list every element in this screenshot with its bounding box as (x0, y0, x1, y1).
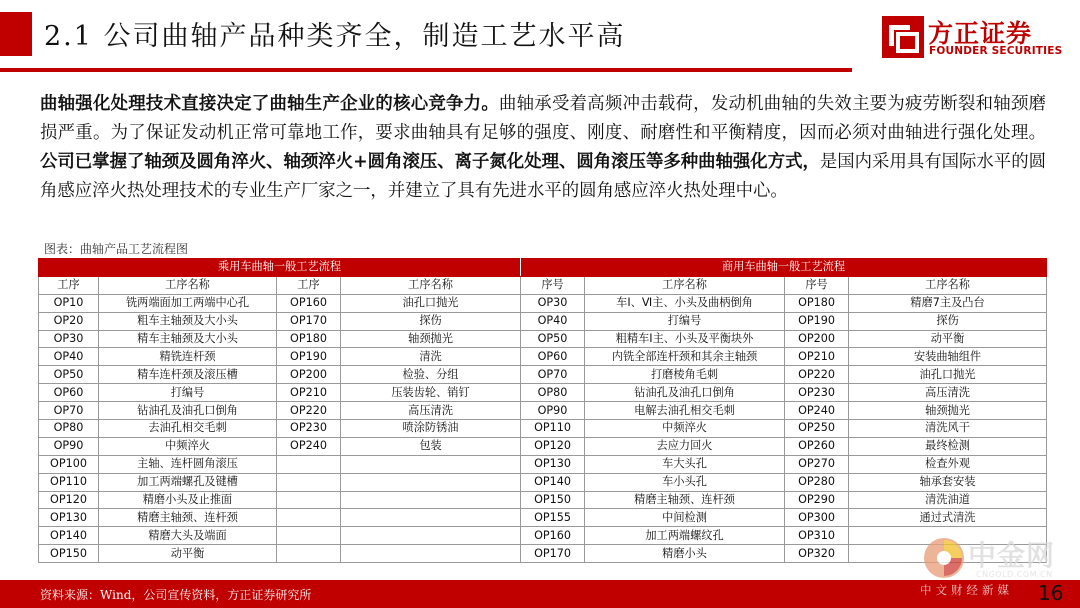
table-cell: 打磨棱角毛刺 (585, 366, 785, 384)
table-cell: 去油孔相交毛刺 (99, 420, 277, 438)
column-header: 工序名称 (99, 276, 277, 294)
table-cell: 主轴、连杆圆角滚压 (99, 455, 277, 473)
table-cell: OP180 (785, 294, 849, 312)
table-cell: 钻油孔及油孔口倒角 (99, 402, 277, 420)
fangzheng-logo-icon (882, 16, 924, 58)
table-cell: OP250 (785, 420, 849, 438)
table-cell: 检验、分组 (341, 366, 521, 384)
table-cell: OP180 (277, 330, 341, 348)
table-cell: OP90 (521, 402, 585, 420)
table-cell (277, 527, 341, 545)
table-cell: 喷涂防锈油 (341, 420, 521, 438)
table-cell: 精磨大头及端面 (99, 527, 277, 545)
table-cell (341, 455, 521, 473)
table-cell: OP50 (39, 366, 99, 384)
table-row (39, 491, 1047, 509)
table-cell: 精铣连杆颈 (99, 348, 277, 366)
table-header-row (39, 276, 1047, 294)
table-cell: OP80 (39, 420, 99, 438)
table-cell: OP155 (521, 509, 585, 527)
table-cell (277, 491, 341, 509)
table-row (39, 527, 1047, 545)
table-cell: 动平衡 (849, 330, 1047, 348)
table-cell: OP160 (277, 294, 341, 312)
group-commercial: 商用车曲轴一般工艺流程 (521, 259, 1047, 277)
table-cell: 电解去油孔相交毛刺 (585, 402, 785, 420)
table-cell: 探伤 (341, 312, 521, 330)
table-cell: OP240 (277, 437, 341, 455)
table-cell: 精磨7主及凸台 (849, 294, 1047, 312)
table-cell: 车小头孔 (585, 473, 785, 491)
column-header: 序号 (521, 276, 585, 294)
watermark-subtitle: 中文财经新媒 (920, 583, 1013, 597)
page-number: 16 (1038, 581, 1064, 605)
table-cell: 轴颈抛光 (341, 330, 521, 348)
table-row (39, 384, 1047, 402)
table-cell: 清洗风干 (849, 420, 1047, 438)
table-cell: 内铣全部连杆颈和其余主轴颈 (585, 348, 785, 366)
table-cell: OP170 (277, 312, 341, 330)
table-cell: 车Ⅰ、Ⅵ主、小头及曲柄倒角 (585, 294, 785, 312)
table-row (39, 366, 1047, 384)
page-title: 2.1 公司曲轴产品种类齐全，制造工艺水平高 (44, 21, 626, 52)
table-cell: OP310 (785, 527, 849, 545)
table-cell: OP40 (521, 312, 585, 330)
column-header: 工序名称 (849, 276, 1047, 294)
table-cell: OP110 (39, 473, 99, 491)
intro-lead: 曲轴强化处理技术直接决定了曲轴生产企业的核心竞争力。 (40, 94, 499, 114)
table-cell: OP130 (521, 455, 585, 473)
table-cell (341, 545, 521, 563)
table-row (39, 437, 1047, 455)
table-cell: OP260 (785, 437, 849, 455)
intro-paragraph (40, 90, 1046, 206)
table-group-row (39, 259, 1047, 277)
table-cell: OP190 (277, 348, 341, 366)
table-cell: 精磨主轴颈、连杆颈 (585, 491, 785, 509)
table-cell: 中频淬火 (99, 437, 277, 455)
table-cell: OP130 (39, 509, 99, 527)
table-cell: OP320 (785, 545, 849, 563)
table-cell: OP220 (785, 366, 849, 384)
table-cell (341, 527, 521, 545)
table-cell: 加工两端螺孔及键槽 (99, 473, 277, 491)
table-row (39, 455, 1047, 473)
table-cell: 车大头孔 (585, 455, 785, 473)
intro-emphasis: 公司已掌握了轴颈及圆角淬火、轴颈淬火+圆角滚压、离子氮化处理、圆角滚压等多种曲轴强化方式， (40, 152, 820, 172)
table-cell: 精磨小头 (585, 545, 785, 563)
table-cell: 清洗油道 (849, 491, 1047, 509)
table-cell: OP240 (785, 402, 849, 420)
table-cell: OP300 (785, 509, 849, 527)
group-passenger: 乘用车曲轴一般工艺流程 (39, 259, 521, 277)
table-cell: 打编号 (585, 312, 785, 330)
table-cell: OP160 (521, 527, 585, 545)
table-cell: OP60 (39, 384, 99, 402)
table-cell: OP100 (39, 455, 99, 473)
table-cell: 精车连杆颈及滚压槽 (99, 366, 277, 384)
table-cell: 清洗 (341, 348, 521, 366)
table-row (39, 545, 1047, 563)
table-cell: 安装曲轴组件 (849, 348, 1047, 366)
table-cell: OP10 (39, 294, 99, 312)
table-cell (341, 509, 521, 527)
table-cell: OP210 (277, 384, 341, 402)
table-cell: 最终检测 (849, 437, 1047, 455)
watermark-name: 中金网 (968, 539, 1056, 572)
table-cell: 精磨主轴颈、连杆颈 (99, 509, 277, 527)
column-header: 工序名称 (585, 276, 785, 294)
table-cell: 高压清洗 (341, 402, 521, 420)
table-cell: OP50 (521, 330, 585, 348)
table-cell: OP140 (39, 527, 99, 545)
table-cell: OP20 (39, 312, 99, 330)
table-cell: 压装齿轮、销钉 (341, 384, 521, 402)
table-cell: OP80 (521, 384, 585, 402)
table-cell: 油孔口抛光 (849, 366, 1047, 384)
table-row (39, 312, 1047, 330)
table-cell: OP230 (785, 384, 849, 402)
table-cell: OP220 (277, 402, 341, 420)
table-cell: 精车主轴颈及大小头 (99, 330, 277, 348)
brand-logo (882, 14, 1062, 60)
table-cell: OP120 (39, 491, 99, 509)
table-cell: OP70 (521, 366, 585, 384)
table-cell: OP200 (277, 366, 341, 384)
table-cell: OP150 (521, 491, 585, 509)
column-header: 序号 (785, 276, 849, 294)
table-cell: 加工两端螺纹孔 (585, 527, 785, 545)
table-cell: 高压清洗 (849, 384, 1047, 402)
title-accent-bar (0, 12, 32, 56)
table-cell: 中间检测 (585, 509, 785, 527)
table-cell: 粗精车Ⅰ主、小头及平衡块外 (585, 330, 785, 348)
table-row (39, 294, 1047, 312)
table-row (39, 473, 1047, 491)
table-cell: 打编号 (99, 384, 277, 402)
column-header: 工序 (277, 276, 341, 294)
table-row (39, 348, 1047, 366)
table-cell: OP40 (39, 348, 99, 366)
table-cell: OP140 (521, 473, 585, 491)
table-cell (341, 473, 521, 491)
table-cell: 精磨小头及止推面 (99, 491, 277, 509)
table-row (39, 402, 1047, 420)
table-cell: OP280 (785, 473, 849, 491)
table-cell: 轴承套安装 (849, 473, 1047, 491)
table-row (39, 509, 1047, 527)
table-cell: 油孔口抛光 (341, 294, 521, 312)
table-cell: 钻油孔及油孔口倒角 (585, 384, 785, 402)
column-header: 工序 (39, 276, 99, 294)
table-cell: OP30 (39, 330, 99, 348)
table-row (39, 420, 1047, 438)
table-cell: 通过式清洗 (849, 509, 1047, 527)
table-cell: 粗车主轴颈及大小头 (99, 312, 277, 330)
table-cell: OP150 (39, 545, 99, 563)
table-cell (277, 509, 341, 527)
table-cell: OP170 (521, 545, 585, 563)
table-cell: OP230 (277, 420, 341, 438)
table-cell: OP120 (521, 437, 585, 455)
table-cell: OP190 (785, 312, 849, 330)
table-cell: OP70 (39, 402, 99, 420)
table-cell: 检查外观 (849, 455, 1047, 473)
table-cell: 包装 (341, 437, 521, 455)
table-cell (277, 545, 341, 563)
table-cell: OP270 (785, 455, 849, 473)
table-cell (277, 455, 341, 473)
table-cell: 轴颈抛光 (849, 402, 1047, 420)
source-note: 资料来源：Wind，公司宣传资料，方正证券研究所 (40, 588, 312, 602)
table-cell: 去应力回火 (585, 437, 785, 455)
table-cell: OP290 (785, 491, 849, 509)
column-header: 工序名称 (341, 276, 521, 294)
table-cell (277, 473, 341, 491)
table-cell (341, 491, 521, 509)
table-cell: OP60 (521, 348, 585, 366)
table-cell: OP110 (521, 420, 585, 438)
table-cell: 动平衡 (99, 545, 277, 563)
logo-chinese-name: 方正证券 (928, 19, 1033, 48)
intro-tail: 是国内采用具有国际水平的圆角感应淬火热处理技术的专业生产厂家之一，并建立了具有先进水平的圆角感应淬火热处理中心。 (40, 152, 1046, 201)
table-cell: 中频淬火 (585, 420, 785, 438)
table-cell: OP90 (39, 437, 99, 455)
table-cell: 探伤 (849, 312, 1047, 330)
figure-caption: 图表：曲轴产品工艺流程图 (44, 242, 189, 256)
table-row (39, 330, 1047, 348)
table-cell: OP200 (785, 330, 849, 348)
cngold-logo-icon (922, 536, 966, 580)
logo-english-name: FOUNDER SECURITIES (929, 45, 1063, 57)
process-table (38, 258, 1047, 563)
table-cell: 铣两端面加工两端中心孔 (99, 294, 277, 312)
intro-text: 曲轴承受着高频冲击载荷，发动机曲轴的失效主要为疲劳断裂和轴颈磨损严重。为了保证发动机正常可靠地工作，要求曲轴具有足够的强度、刚度、耐磨性和平衡精度，因而必须对曲轴进行强化处理。 (40, 94, 1046, 143)
title-underline (0, 68, 852, 72)
table-cell: OP210 (785, 348, 849, 366)
watermark-domain: CNGOLD.COM.CN (976, 570, 1053, 579)
table-cell: OP30 (521, 294, 585, 312)
